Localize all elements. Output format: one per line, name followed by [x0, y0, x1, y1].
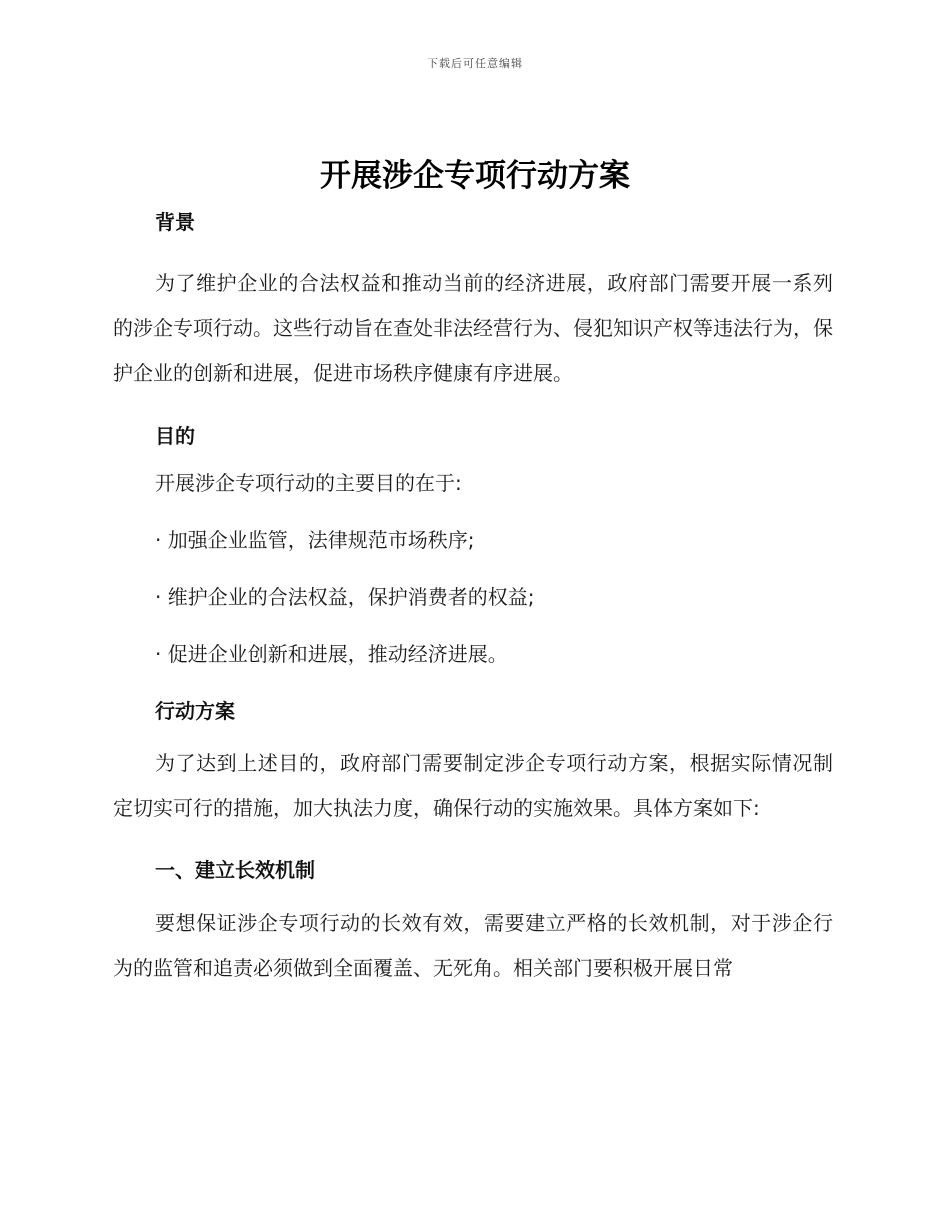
goal-bullet-item: · 维护企业的合法权益，保护消费者的权益; — [155, 585, 535, 609]
background-paragraph: 为了维护企业的合法权益和推动当前的经济进展，政府部门需要开展一系列的涉企专项行动。这些行动旨在查处非法经营行为、侵犯知识产权等违法行为，保护企业的创新和进展，促进市场秩序健康有序进展。 — [113, 271, 833, 385]
header-note: 下载后可任意编辑 — [427, 57, 523, 70]
section-heading-background: 背景 — [155, 210, 195, 234]
document-title: 开展涉企专项行动方案 — [320, 158, 630, 194]
document-body — [113, 205, 833, 991]
goal-bullet-item: · 促进企业创新和进展，推动经济进展。 — [155, 642, 508, 666]
goal-intro: 开展涉企专项行动的主要目的在于: — [155, 471, 462, 495]
section-heading-plan: 行动方案 — [155, 699, 235, 723]
goal-bullet-item: · 加强企业监管，法律规范市场秩序; — [155, 528, 475, 552]
section-heading-mechanism: 一、建立长效机制 — [155, 858, 315, 882]
section-heading-goal: 目的 — [155, 424, 195, 448]
plan-paragraph: 为了达到上述目的，政府部门需要制定涉企专项行动方案，根据实际情况制定切实可行的措施，加大执法力度，确保行动的实施效果。具体方案如下: — [113, 751, 833, 820]
mechanism-paragraph: 要想保证涉企专项行动的长效有效，需要建立严格的长效机制，对于涉企行为的监管和追责必须做到全面覆盖、无死角。相关部门要积极开展日常 — [113, 911, 833, 980]
